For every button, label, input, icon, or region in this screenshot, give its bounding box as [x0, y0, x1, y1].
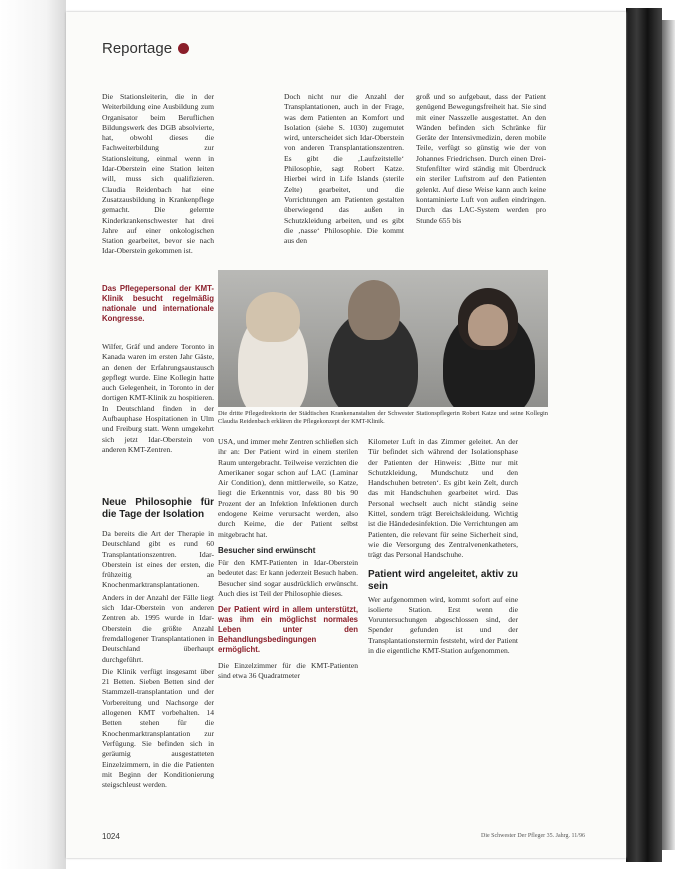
column-2-bottom	[218, 437, 358, 832]
paragraph: Die Stationsleiterin, die in der Weiterbildung eine Ausbildung zum Organisator beim Beruflichen Bildungswerk des DGB absolvierte, hat, obwohl dieses die Fachweiterbildung zur Stationsleitung, einmal wenn in Idar-Oberstein eine Station leiten will, muss sich qualifizieren. Claudia Reidenbach hat eine Zusatzausbildung in Krankenpflege gemacht. Die gelernte Kinderkrankenschwester hat drei Jahre auf einer onkologischen Station gearbeitet, bevor sie nach Idar-Oberstein gekommen ist.	[102, 92, 214, 256]
photo-caption: Die dritte Pflegedirektorin der Städtischen Krankenanstalten der Schwester Stationspflegerin Robert Katze und seine Kollegin Claudia Reidenbach erklären die Pflegekonzept der KMT-Klinik.	[218, 410, 548, 425]
person-right-face	[468, 304, 508, 346]
subheading-small: Besucher sind erwünscht	[218, 545, 316, 555]
page-number: 1024	[102, 832, 120, 841]
paragraph: USA, und immer mehr Zentren schließen sich ihr an: Der Patient wird in einem sterilen Raum untergebracht. Teilweise verzichten die Amerikaner sogar schon auf LAC (Laminar Air Condition), denn mittlerweile, so Katze, liegt die Erkenntnis vor, dass 80 bis 90 Prozent der an Infektion Infektionen durch endogene Keime verursacht werden, also durch Keime, die der Patient selbst mitgebracht hat.	[218, 437, 358, 539]
subheading-text: Neue Philosophie für die Tage der Isolation	[102, 497, 214, 520]
journal-footer: Die Schwester Der Pfleger 35. Jahrg. 11/96	[481, 833, 585, 839]
column-1-mid	[102, 342, 214, 482]
book-spine	[626, 8, 662, 862]
paragraph: Für den KMT-Patienten in Idar-Oberstein bedeutet das: Er kann jederzeit Besuch haben. Besucher sind sogar ausdrücklich erwünscht. Auch dies ist Teil der Philosophie dieses.	[218, 557, 358, 598]
paragraph: Wilfer, Gräf und andere Toronto in Kanada waren im ersten Jahr Gäste, an denen der Erfahrungsaustausch gepflegt wurde. Eine Kollegin hatte auch Gelegenheit, in Toronto in der dortigen KMT-Klinik zu hospitieren. In Deutschland finden in der Aufbauphase Hospitationen in Ulm und Freiburg statt. Wenn umgekehrt sich jetzt Idar-Oberstein von anderen KMT-Zentren.	[102, 342, 214, 454]
paragraph: Die Klinik verfügt insgesamt über 21 Betten. Sieben Betten sind der Stammzell-transplantation und der Vorbereitung und Nachsorge der allogenen KMT vorbehalten. 14 Betten stehen für die Knochenmarktransplantation zur Verfügung. Sie befinden sich in geräumig ausgestatteten Einzelzimmern, in die die Patienten mit Beginn der Konditionierung steigschleust werden.	[102, 666, 214, 790]
subheading-2: Patient wird angeleitet, aktiv zu sein	[368, 568, 518, 592]
book-edge	[662, 20, 675, 850]
column-2-top	[284, 92, 404, 277]
subheading-1	[102, 497, 214, 527]
person-middle-head	[348, 280, 400, 340]
person-left-head	[246, 292, 300, 342]
column-1-top	[102, 92, 214, 277]
column-3-bottom	[368, 437, 518, 832]
paragraph: Anders in der Anzahl der Fälle liegt sich Idar-Oberstein von anderen Zentren ab. 1995 wurde in Idar-Oberstein die größte Anzahl fremdallogener Transplantationen in Deutschland überhaupt durchgeführt.	[102, 592, 214, 664]
paragraph: Da bereits die Art der Therapie in Deutschland gibt es rund 60 Transplantationszentren. Idar-Oberstein ist eines der ersten, die frühzeitig an Knochenmarktransplantationen.	[102, 529, 214, 590]
paragraph: Doch nicht nur die Anzahl der Transplantationen, auch in der Frage, was dem Patienten an Komfort und Isolation (siehe S. 1030) zugemutet wird, unterscheidet sich Idar-Oberstein von anderen Transplantationszentren. Es gibt die ‚Laufzeitstelle‘ Philosophie, sagt Robert Katze. Hierbei wird in Life Islands (sterile Zelte) gearbeitet, und die Vorrichtungen am Patienten gestalten überwiegend das außen in Schutzkleidung arbeiten, und es gibt die ‚nasse‘ Philosophie. Die kommt aus den	[284, 92, 404, 246]
pull-quote-2: Der Patient wird in allem unterstützt, was ihm ein möglichst normales Leben unter den Behandlungsbedingungen ermöglicht.	[218, 605, 358, 655]
column-1-bottom	[102, 529, 214, 829]
column-3-top	[416, 92, 546, 277]
staff-photo	[218, 270, 548, 407]
rubric-dot-icon	[178, 43, 189, 54]
scan-margin	[0, 0, 66, 869]
pull-quote-1	[102, 284, 214, 336]
paragraph: Kilometer Luft in das Zimmer geleitet. An der Tür befindet sich während der Isolationsphase der Patienten der Hinweis: ‚Bitte nur mit Schutzkleidung, Mundschutz und den Handschuhen betreten‘. Es gibt kein Zelt, durch das mit Handschuhen gearbeitet wird. Das Personal wechselt auch nicht ständig seine Kittel, sondern trägt Bereichskleidung. Wichtig ist die Händedesinfektion. Die Verrichtungen am Patienten, die relevant für seine Sicherheit sind, wie die Versorgung des Zentralvenenkatheters, trägt das Personal Handschuhe.	[368, 437, 518, 560]
magazine-page	[66, 12, 626, 858]
paragraph: groß und so aufgebaut, dass der Patient genügend Bewegungsfreiheit hat. Sie sind mit einer Nasszelle ausgestattet. An den Wänden befinden sich Schränke für Geräte der Intensivmedizin, deren mobile Teile, verfügt so günstig wie der von Johannes Friedrichsen. Durch einen Drei-Stufenfilter wird ständig mit Überdruck ein steriler Luftstrom auf den Patienten gelenkt. Auf diese Weise kann auch keine kontaminierte Luft von außen eindringen. Durch das LAC-System werden pro Stunde 655 bis	[416, 92, 546, 225]
paragraph: Wer aufgenommen wird, kommt sofort auf eine isolierte Station. Erst wenn die Voruntersuchungen abgeschlossen sind, der Spender gefunden ist und der Transplantationstermin feststeht, wird der Patient in die eigentliche KMT-Station aufgenommen.	[368, 594, 518, 656]
paragraph: Die Einzelzimmer für die KMT-Patienten sind etwa 36 Quadratmeter	[218, 661, 358, 681]
rubric-title: Reportage	[102, 40, 173, 57]
rubric-header	[102, 40, 189, 57]
pull-quote-text: Das Pflegepersonal der KMT-Klinik besucht regelmäßig nationale und internationale Kongresse.	[102, 284, 214, 323]
